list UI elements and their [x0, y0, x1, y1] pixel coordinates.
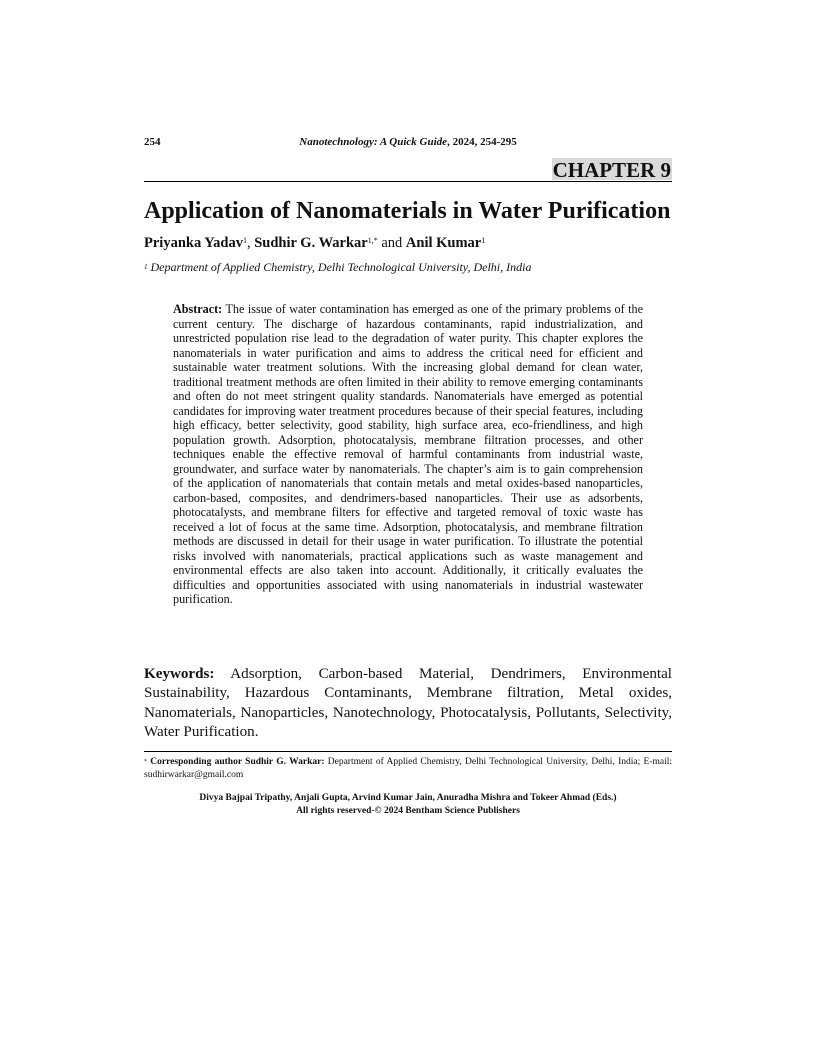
abstract-label: Abstract:: [173, 302, 223, 316]
journal-name: Nanotechnology: A Quick Guide: [299, 136, 448, 148]
keywords-text: Adsorption, Carbon-based Material, Dendrimers, Environmental Sustainability, Hazardous Contaminants, Membrane filtration, Metal oxides, Nanomaterials, Nanoparticles, Nanotechnology, Photocatalysis, Pollutants, Selectivity, Water Purification.: [144, 666, 672, 740]
keywords: [144, 665, 672, 742]
footnote-divider: [144, 751, 672, 752]
chapter-title: Application of Nanomaterials in Water Purification: [144, 198, 671, 224]
author-name: Anil Kumar: [405, 235, 482, 251]
author-name: Sudhir G. Warkar: [254, 235, 368, 251]
journal-year-pages: , 2024, 254-295: [447, 136, 517, 148]
running-header: [144, 135, 672, 149]
editors-line: Divya Bajpai Tripathy, Anjali Gupta, Arvind Kumar Jain, Anuradha Mishra and Tokeer Ahmad (Eds.): [199, 793, 617, 803]
author-name: Priyanka Yadav: [144, 235, 243, 251]
author-separator: and: [377, 235, 406, 251]
footnote-label: Corresponding author Sudhir G. Warkar:: [150, 757, 325, 767]
abstract: [173, 302, 643, 607]
affiliation-mark: 1: [144, 263, 148, 271]
copyright-line: All rights reserved-© 2024 Bentham Science Publishers: [296, 805, 520, 816]
chapter-divider: [144, 181, 672, 182]
author-affiliation-mark: 1: [242, 236, 247, 245]
abstract-text: The issue of water contamination has emerged as one of the primary problems of the current century. The discharge of hazardous contaminants, rapid industrialization, and unrestricted population rise lead to the degradation of water purity. This chapter explores the nanomaterials in water purification and aims to address the critical need for efficient and sustainable water treatment solutions. With the increasing global demand for clean water, traditional treatment methods are often limited in their ability to remove emerging contaminants and often do not meet stringent quality standards. Nanomaterials have emerged as potential candidates for improving water treatment procedures because of their special features, including high efficacy, better selectivity, good stability, high surface area, eco-friendliness, and high population growth. Adsorption, photocatalysis, membrane filtration processes, and other techniques enable the effective removal of harmful contaminants from industrial waste, groundwater, and surface water by nanomaterials. The chapter’s aim is to gain comprehension of the application of nanomaterials that contain metals and metal oxides-based nanoparticles, carbon-based, composites, and dendrimers-based nanoparticles. Their use as adsorbents, photocatalysts, and membrane filters for effective and targeted removal of toxic waste has received a lot of focus at the same time. Adsorption, photocatalysis, and membrane filtration methods are discussed in detail for their usage in water purification. To illustrate the potential risks involved with nanomaterials, practical applications such as waste management and environmental effects are also taken into account. Additionally, it critically evaluates the difficulties and opportunities associated with using nanomaterials in industrial wastewater purification.: [173, 302, 643, 606]
author-affiliation-mark: 1: [481, 236, 486, 245]
chapter-label: CHAPTER 9: [552, 158, 671, 182]
affiliation: [144, 259, 672, 275]
footnote-mark: *: [144, 759, 147, 765]
author-separator: ,: [246, 235, 255, 251]
journal-citation: [144, 135, 672, 149]
page-number: 254: [144, 136, 161, 148]
editors-block: [144, 792, 672, 817]
author-list: [144, 234, 672, 252]
corresponding-author-footnote: [144, 756, 672, 781]
author-affiliation-mark: 1,*: [367, 236, 378, 245]
affiliation-text: Department of Applied Chemistry, Delhi Technological University, Delhi, India: [150, 260, 532, 274]
keywords-label: Keywords:: [144, 666, 215, 682]
footnote-text: Department of Applied Chemistry, Delhi Technological University, Delhi, India; E-mail: sudhirwarkar@gmail.com: [144, 757, 673, 780]
